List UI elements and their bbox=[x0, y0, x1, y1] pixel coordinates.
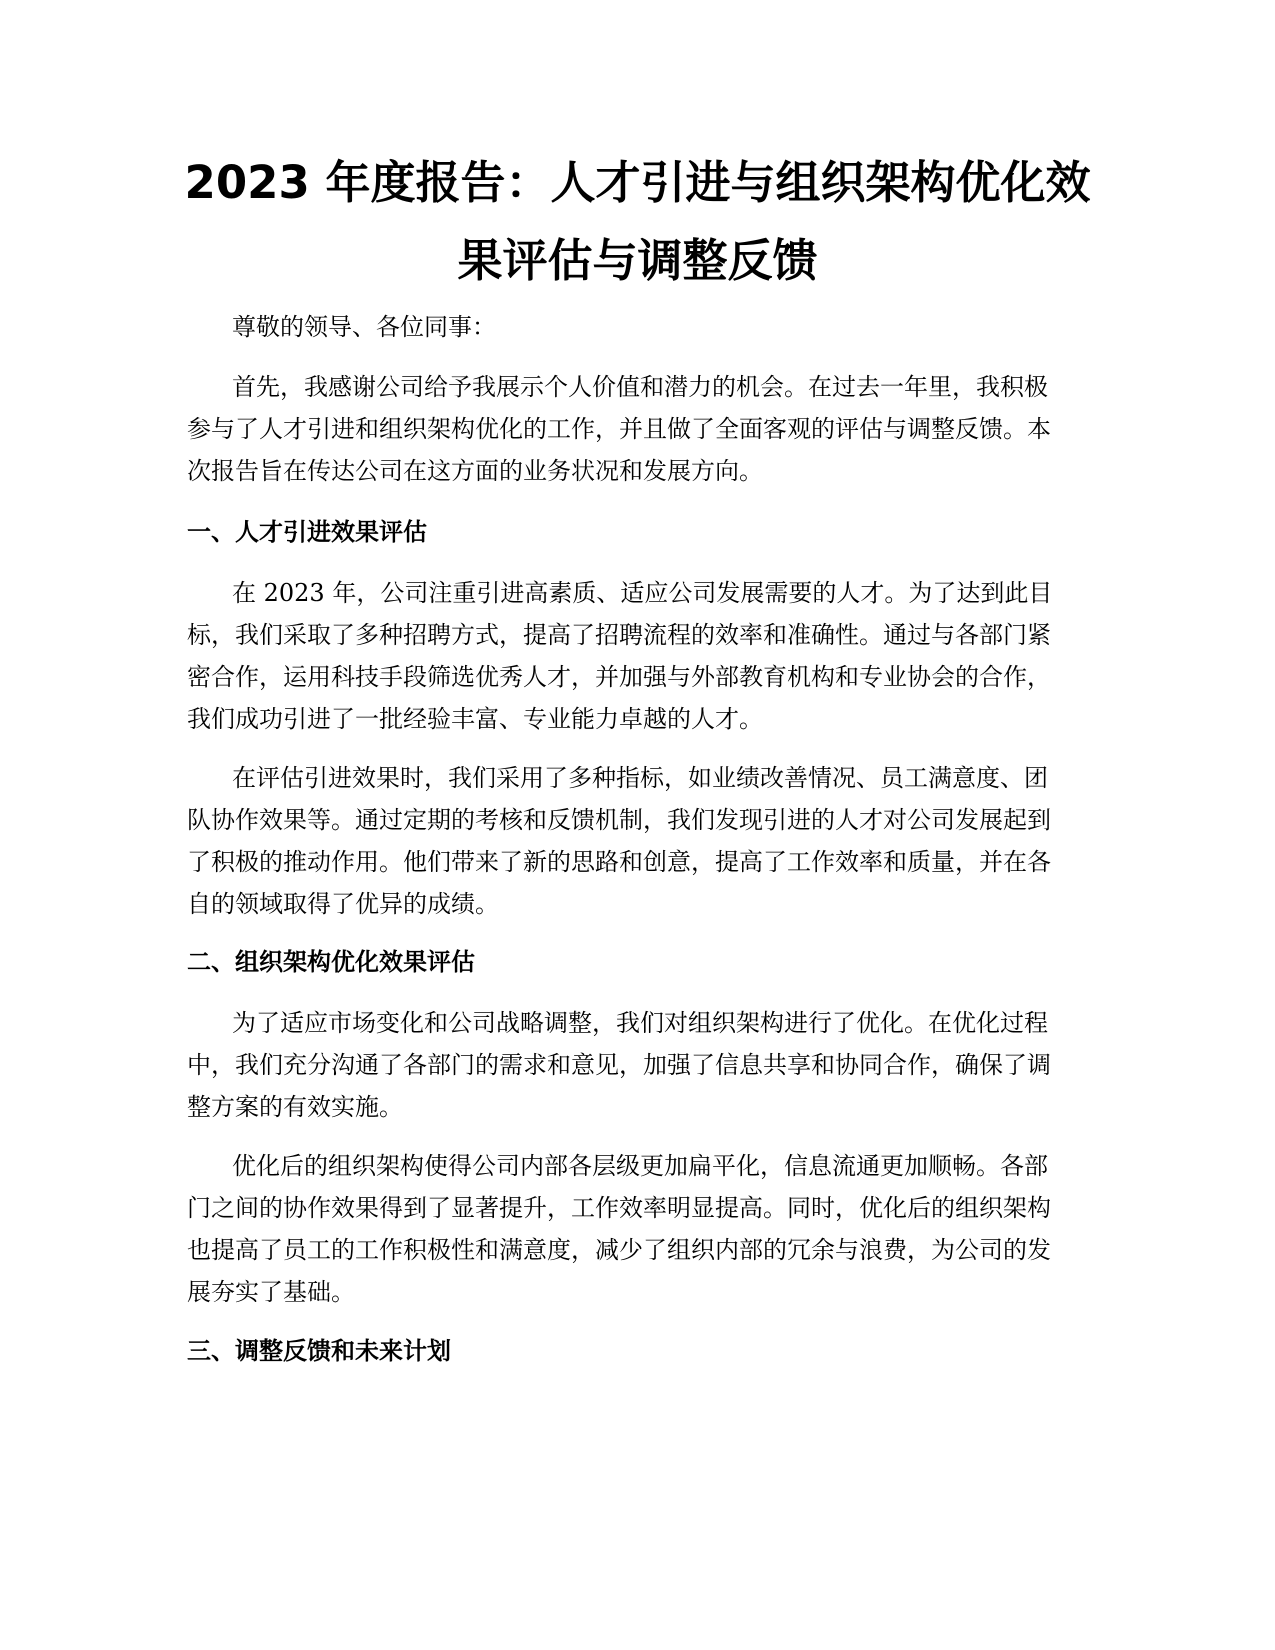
paragraph-line: 在 2023 年，公司注重引进高素质、适应公司发展需要的人才。为了达到此目 bbox=[232, 579, 1053, 607]
document-title bbox=[150, 144, 1125, 300]
paragraph-line: 也提高了员工的工作积极性和满意度，减少了组织内部的冗余与浪费，为公司的发 bbox=[187, 1236, 1051, 1264]
section-heading-3: 三、调整反馈和未来计划 bbox=[187, 1337, 451, 1365]
intro-paragraph bbox=[187, 366, 1087, 492]
section-1-paragraph-1 bbox=[187, 572, 1087, 740]
section-2-paragraph-1 bbox=[187, 1002, 1087, 1128]
paragraph-line: 首先，我感谢公司给予我展示个人价值和潜力的机会。在过去一年里，我积极 bbox=[232, 373, 1048, 401]
paragraph-line: 整方案的有效实施。 bbox=[187, 1093, 403, 1121]
paragraph-line: 密合作，运用科技手段筛选优秀人才，并加强与外部教育机构和专业协会的合作， bbox=[187, 663, 1051, 691]
paragraph-line: 了积极的推动作用。他们带来了新的思路和创意，提高了工作效率和质量，并在各 bbox=[187, 848, 1051, 876]
paragraph-line: 参与了人才引进和组织架构优化的工作，并且做了全面客观的评估与调整反馈。本 bbox=[187, 415, 1051, 443]
paragraph-line: 门之间的协作效果得到了显著提升，工作效率明显提高。同时，优化后的组织架构 bbox=[187, 1194, 1051, 1222]
section-1-paragraph-2 bbox=[187, 757, 1087, 925]
section-2-paragraph-2 bbox=[187, 1145, 1087, 1313]
section-heading-2: 二、组织架构优化效果评估 bbox=[187, 948, 475, 976]
paragraph-line: 标，我们采取了多种招聘方式，提高了招聘流程的效率和准确性。通过与各部门紧 bbox=[187, 621, 1051, 649]
paragraph-line: 我们成功引进了一批经验丰富、专业能力卓越的人才。 bbox=[187, 705, 763, 733]
greeting-paragraph bbox=[187, 306, 1087, 348]
title-line: 果评估与调整反馈 bbox=[457, 234, 818, 287]
paragraph-line: 中，我们充分沟通了各部门的需求和意见，加强了信息共享和协同合作，确保了调 bbox=[187, 1051, 1051, 1079]
paragraph-line: 在评估引进效果时，我们采用了多种指标，如业绩改善情况、员工满意度、团 bbox=[232, 764, 1048, 792]
paragraph-line: 队协作效果等。通过定期的考核和反馈机制，我们发现引进的人才对公司发展起到 bbox=[187, 806, 1051, 834]
paragraph-line: 展夯实了基础。 bbox=[187, 1278, 355, 1306]
paragraph-line: 自的领域取得了优异的成绩。 bbox=[187, 890, 499, 918]
paragraph-line: 优化后的组织架构使得公司内部各层级更加扁平化，信息流通更加顺畅。各部 bbox=[232, 1152, 1048, 1180]
title-line: 2023 年度报告：人才引进与组织架构优化效 bbox=[184, 156, 1091, 209]
greeting-line: 尊敬的领导、各位同事： bbox=[232, 313, 496, 341]
paragraph-line: 为了适应市场变化和公司战略调整，我们对组织架构进行了优化。在优化过程 bbox=[232, 1009, 1048, 1037]
section-heading-1: 一、人才引进效果评估 bbox=[187, 518, 427, 546]
paragraph-line: 次报告旨在传达公司在这方面的业务状况和发展方向。 bbox=[187, 457, 763, 485]
